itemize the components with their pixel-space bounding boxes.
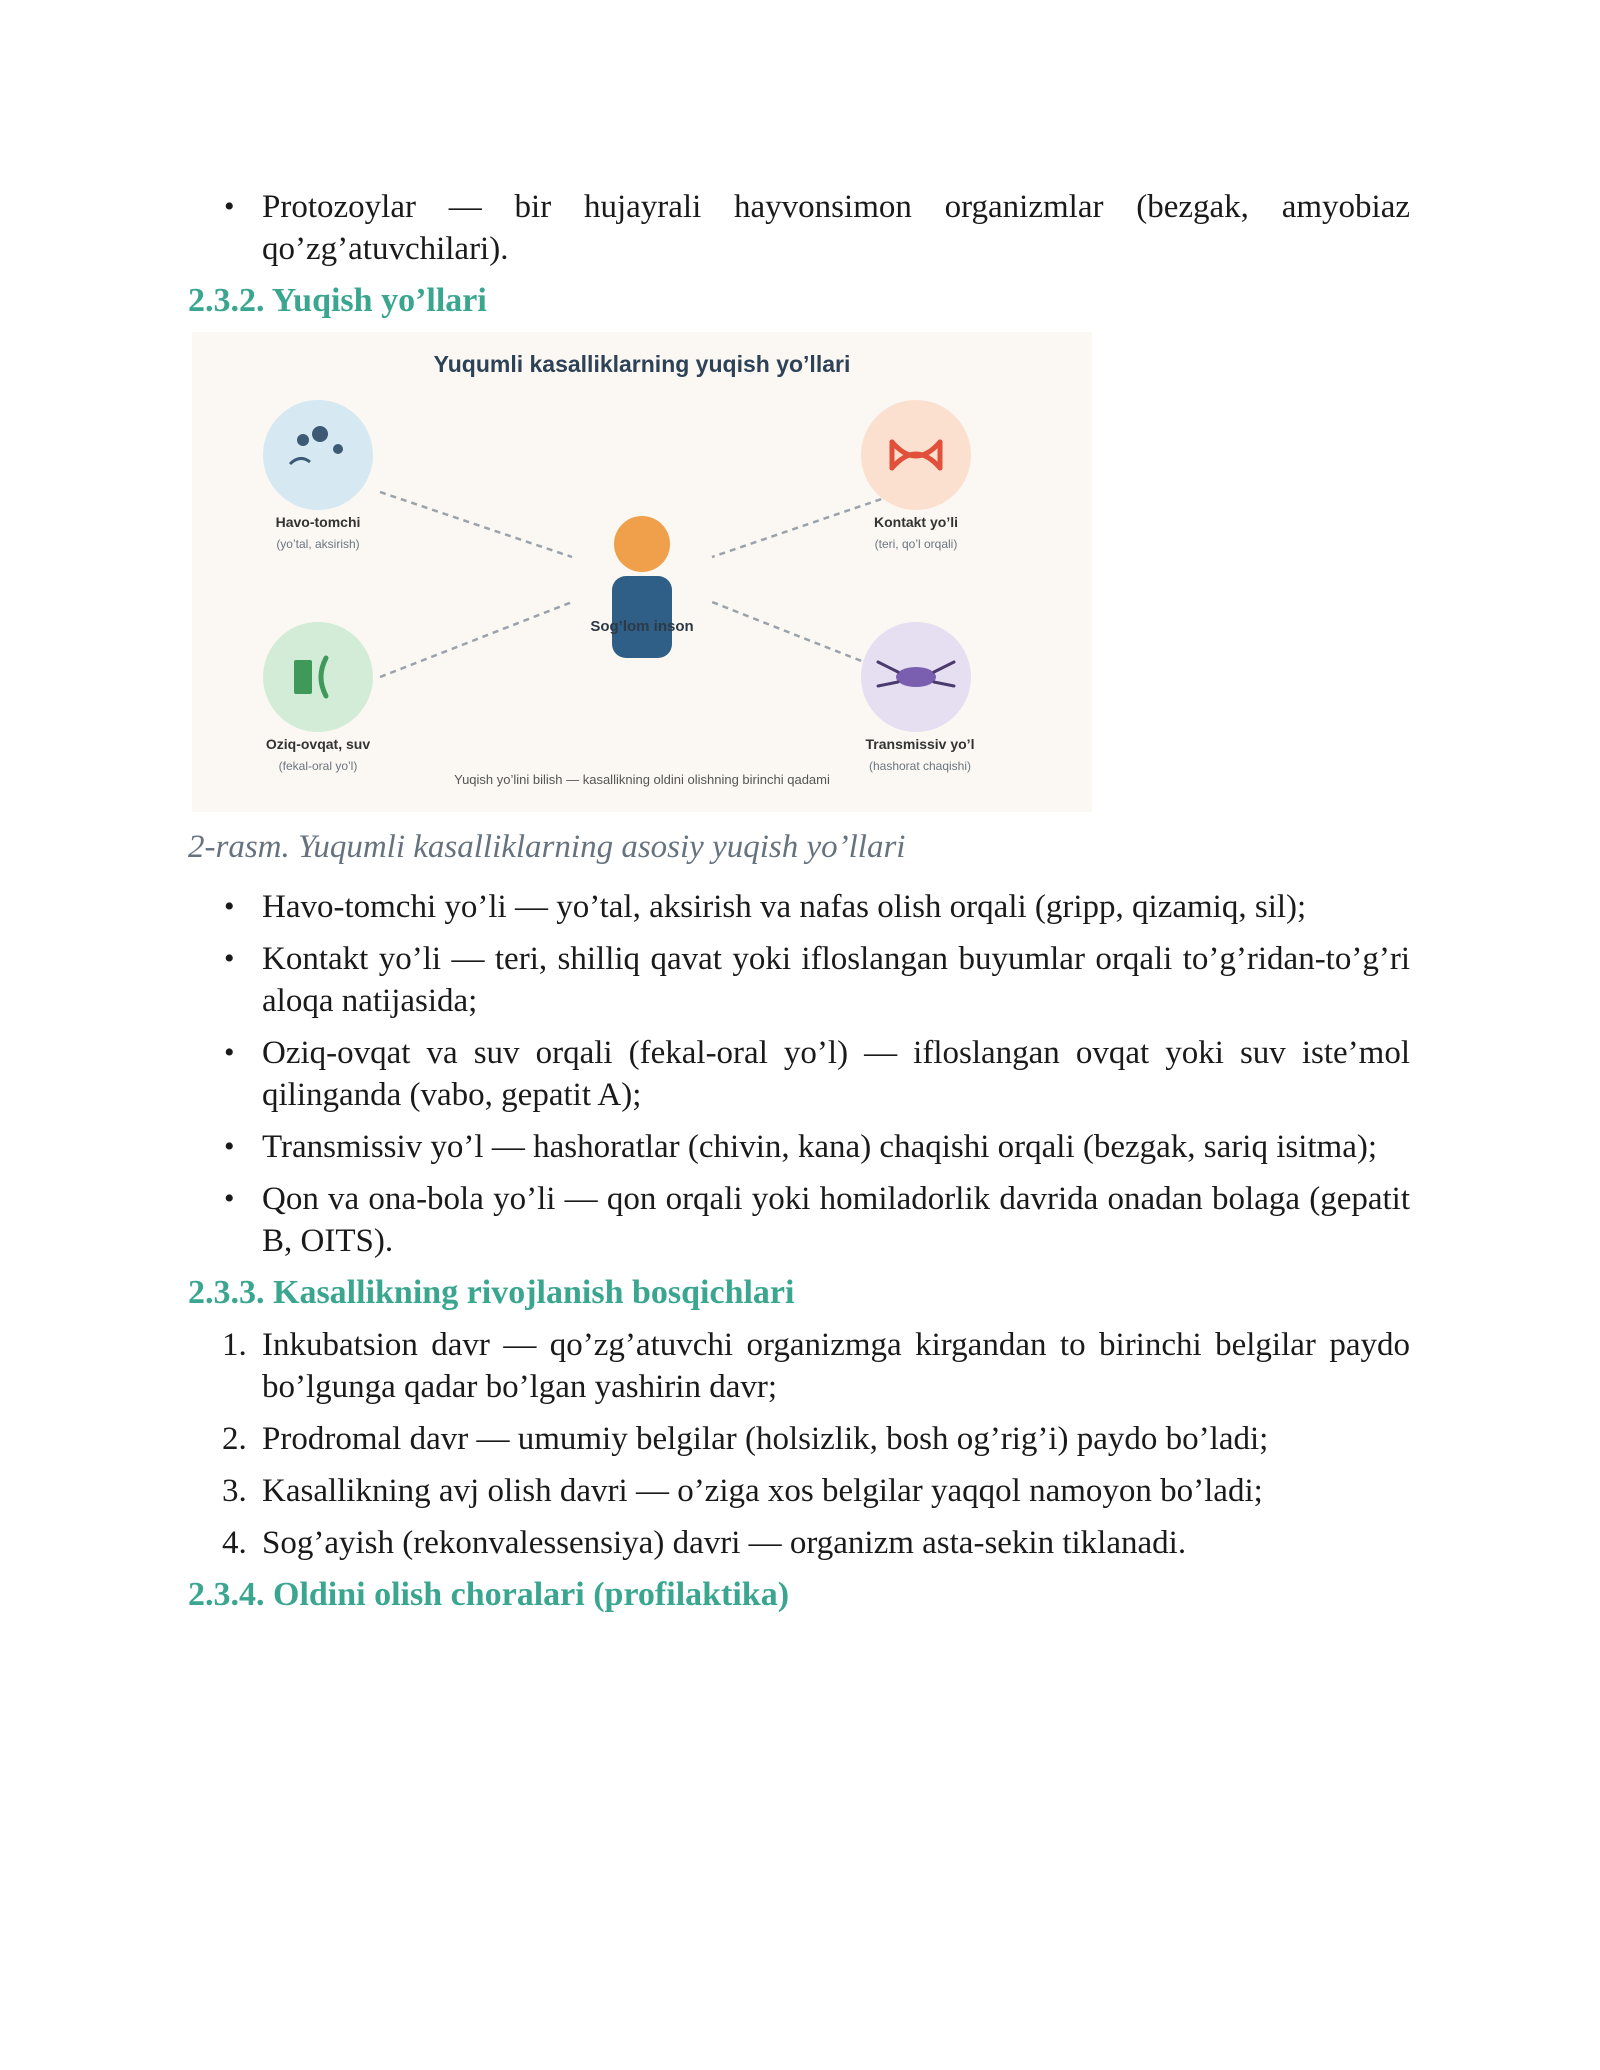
node-label: Kontakt yo’li	[873, 514, 959, 530]
figure-diagram	[192, 332, 1092, 812]
list-item: • Protozoylar — bir hujayrali hayvonsimon organizmlar (bezgak, amyobiaz qo’zg’atuvchilari).	[188, 186, 1410, 270]
person-icon	[612, 516, 672, 658]
list-item: • Transmissiv yo’l — hashoratlar (chivin, kana) chaqishi orqali (bezgak, sariq isitma);	[188, 1126, 1410, 1168]
figure-footer: Yuqish yo’lini bilish — kasallikning oldini olishning birinchi qadami	[454, 772, 830, 787]
stages-list	[188, 1324, 1410, 1564]
figure-title: Yuqumli kasalliklarning yuqish yo’llari	[433, 351, 851, 377]
list-item: • Oziq-ovqat va suv orqali (fekal-oral yo’l) — ifloslangan ovqat yoki suv iste’mol qilinganda (vabo, gepatit A);	[188, 1032, 1410, 1116]
list-item-text: Kasallikning avj olish davri — o’ziga xos belgilar yaqqol namoyon bo’ladi;	[262, 1473, 1263, 1509]
list-item: • Kontakt yo’li — teri, shilliq qavat yoki ifloslangan buyumlar orqali to’g’ridan-to’g’ri aloqa natijasida;	[188, 938, 1410, 1022]
node-sublabel: (hashorat chaqishi)	[868, 759, 972, 773]
list-number: 3.	[222, 1473, 247, 1509]
list-item	[188, 1470, 1410, 1512]
connector-line	[380, 602, 572, 677]
figure-caption: 2-rasm. Yuqumli kasalliklarning asosiy yuqish yo’llari	[188, 829, 906, 865]
list-number: 2.	[222, 1421, 247, 1457]
center-label: Sog’lom inson	[590, 618, 694, 635]
node-sublabel: (yo’tal, aksirish)	[276, 537, 360, 551]
transmission-routes-figure	[192, 332, 1092, 812]
document-page	[188, 186, 1410, 1626]
list-number: 1.	[222, 1327, 247, 1363]
list-item-text: Prodromal davr — umumiy belgilar (holsizlik, bosh og’rig’i) paydo bo’ladi;	[262, 1421, 1269, 1457]
node-label: Havo-tomchi	[275, 514, 361, 530]
list-number: 4.	[222, 1525, 247, 1561]
node-label: Oziq-ovqat, suv	[265, 736, 371, 752]
list-item	[188, 1324, 1410, 1408]
connector-line	[380, 492, 572, 557]
node-sublabel: (fekal-oral yo’l)	[278, 759, 358, 773]
section-heading-2-3-2: 2.3.2. Yuqish yo’llari	[188, 282, 487, 319]
node-circle-airborne	[263, 400, 373, 510]
list-item: • Havo-tomchi yo’li — yo’tal, aksirish va nafas olish orqali (gripp, qizamiq, sil);	[188, 886, 1410, 928]
intro-bullet-list	[188, 186, 1410, 270]
node-sublabel: (teri, qo’l orqali)	[874, 537, 958, 551]
section-heading-2-3-4: 2.3.4. Oldini olish choralari (profilaktika)	[188, 1576, 790, 1613]
node-circle-food	[263, 622, 373, 732]
list-item	[188, 1522, 1410, 1564]
list-item: • Qon va ona-bola yo’li — qon orqali yoki homiladorlik davrida onadan bolaga (gepatit B, OITS).	[188, 1178, 1410, 1262]
list-item-text: Inkubatsion davr — qo’zg’atuvchi organizmga kirgandan to birinchi belgilar paydo bo’lgunga qadar bo’lgan yashirin davr;	[262, 1327, 1410, 1405]
routes-bullet-list	[188, 886, 1410, 1262]
cup-icon	[294, 658, 326, 696]
list-item	[188, 1418, 1410, 1460]
node-label: Transmissiv yo’l	[865, 736, 975, 752]
section-heading-2-3-3: 2.3.3. Kasallikning rivojlanish bosqichlari	[188, 1274, 795, 1311]
list-item-text: Sog’ayish (rekonvalessensiya) davri — organizm asta-sekin tiklanadi.	[262, 1525, 1187, 1561]
